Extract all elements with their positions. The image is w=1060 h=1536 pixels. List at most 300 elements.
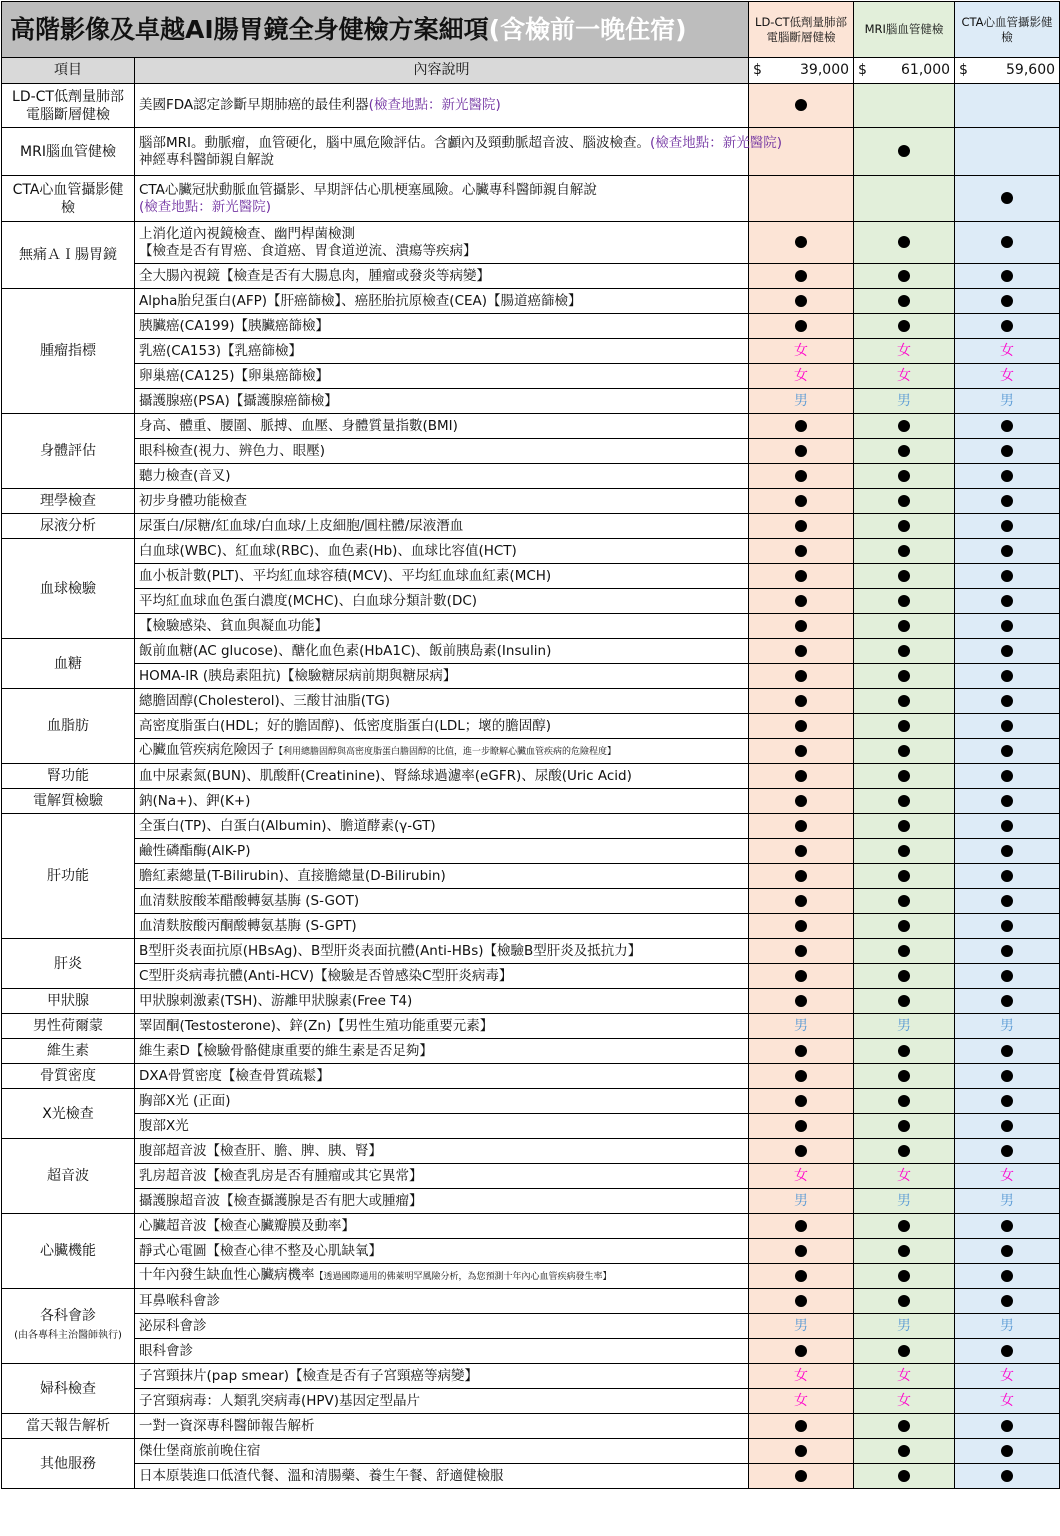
package-mark-cell xyxy=(854,339,955,364)
description-text: 甲狀腺刺激素(TSH)、游離甲狀腺素(Free T4) xyxy=(139,992,413,1009)
included-dot-icon xyxy=(795,1445,807,1457)
item-description xyxy=(135,414,749,439)
package-mark-cell xyxy=(749,289,854,314)
included-dot-icon xyxy=(1001,595,1013,607)
package-mark-cell xyxy=(955,664,1060,689)
item-description xyxy=(135,364,749,389)
item-description xyxy=(135,664,749,689)
package-mark-cell xyxy=(955,176,1060,222)
included-dot-icon xyxy=(1001,1345,1013,1357)
included-dot-icon xyxy=(1001,1245,1013,1257)
description-text: 血中尿素氮(BUN)、肌酸酐(Creatinine)、腎絲球過濾率(eGFR)、尿酸(Uric Acid) xyxy=(139,767,632,784)
description-text: 傑仕堡商旅前晚住宿 xyxy=(139,1442,261,1459)
package-mark-cell xyxy=(854,222,955,264)
included-dot-icon xyxy=(898,620,910,632)
item-description xyxy=(135,464,749,489)
package-mark-cell xyxy=(955,839,1060,864)
package-mark-cell xyxy=(749,814,854,839)
package-mark-cell xyxy=(955,1014,1060,1039)
category-cell xyxy=(2,814,135,939)
included-dot-icon xyxy=(898,495,910,507)
table-row xyxy=(2,1364,1060,1389)
category-cell xyxy=(2,1064,135,1089)
male-only-mark: 男 xyxy=(1000,392,1015,409)
included-dot-icon xyxy=(898,295,910,307)
package-mark-cell xyxy=(749,739,854,764)
description-text: 耳鼻喉科會診 xyxy=(139,1292,220,1309)
package-mark-cell xyxy=(854,1464,955,1489)
table-row xyxy=(2,1264,1060,1289)
package-mark-cell xyxy=(955,1314,1060,1339)
package-mark-cell xyxy=(854,1289,955,1314)
package-mark-cell xyxy=(955,1139,1060,1164)
package-mark-cell xyxy=(955,1114,1060,1139)
included-dot-icon xyxy=(795,1220,807,1232)
table-row xyxy=(2,689,1060,714)
included-dot-icon xyxy=(1001,1045,1013,1057)
category-label: 肝炎 xyxy=(54,955,82,972)
included-dot-icon xyxy=(1001,445,1013,457)
package-mark-cell xyxy=(854,789,955,814)
female-only-mark: 女 xyxy=(794,1392,809,1409)
category-label: 維生素 xyxy=(47,1043,89,1059)
package-mark-cell xyxy=(854,1264,955,1289)
included-dot-icon xyxy=(795,470,807,482)
description-text: 心臟血管疾病危險因子 xyxy=(139,741,274,758)
included-dot-icon xyxy=(898,1095,910,1107)
package-mark-cell xyxy=(955,914,1060,939)
item-description xyxy=(135,714,749,739)
description-text: 血清麩胺酸丙酮酸轉氨基脢 (S-GPT) xyxy=(139,917,357,934)
female-only-mark: 女 xyxy=(1000,1167,1015,1184)
included-dot-icon xyxy=(1001,820,1013,832)
package-mark-cell xyxy=(749,222,854,264)
included-dot-icon xyxy=(795,1270,807,1282)
description-text: 平均紅血球血色蛋白濃度(MCHC)、白血球分類計數(DC) xyxy=(139,592,478,609)
included-dot-icon xyxy=(795,1045,807,1057)
package-mark-cell xyxy=(749,1114,854,1139)
package-mark-cell xyxy=(749,1189,854,1214)
included-dot-icon xyxy=(1001,670,1013,682)
description-text: 【檢驗感染、貧血與凝血功能】 xyxy=(139,617,328,634)
included-dot-icon xyxy=(1001,520,1013,532)
included-dot-icon xyxy=(898,445,910,457)
table-row xyxy=(2,589,1060,614)
included-dot-icon xyxy=(1001,1470,1013,1482)
item-description xyxy=(135,1339,749,1364)
package-mark-cell xyxy=(854,176,955,222)
description-text: 眼科會診 xyxy=(139,1342,193,1359)
table-row xyxy=(2,889,1060,914)
category-cell xyxy=(2,84,135,128)
package-mark-cell xyxy=(854,1189,955,1214)
description-text: 高密度脂蛋白(HDL；好的膽固醇)、低密度脂蛋白(LDL；壞的膽固醇) xyxy=(139,717,552,734)
package-mark-cell xyxy=(749,1389,854,1414)
package-mark-cell xyxy=(955,689,1060,714)
location-note: (檢查地點：新光醫院) xyxy=(368,97,501,113)
description-text: 初步身體功能檢查 xyxy=(139,492,247,509)
package-mark-cell xyxy=(749,564,854,589)
package-mark-cell xyxy=(955,1389,1060,1414)
package-mark-cell xyxy=(749,1064,854,1089)
category-cell xyxy=(2,128,135,176)
included-dot-icon xyxy=(795,1070,807,1082)
package-mark-cell xyxy=(854,689,955,714)
item-description xyxy=(135,864,749,889)
included-dot-icon xyxy=(795,670,807,682)
price-mri xyxy=(854,58,955,84)
description-text: Alpha胎兒蛋白(AFP)【肝癌篩檢】、癌胚胎抗原檢查(CEA)【腸道癌篩檢】 xyxy=(139,292,582,309)
included-dot-icon xyxy=(795,720,807,732)
package-mark-cell xyxy=(854,1239,955,1264)
package-mark-cell xyxy=(955,128,1060,176)
package-mark-cell xyxy=(749,1239,854,1264)
included-dot-icon xyxy=(795,99,807,111)
table-row xyxy=(2,264,1060,289)
category-cell xyxy=(2,222,135,289)
package-mark-cell xyxy=(749,689,854,714)
package-mark-cell xyxy=(854,1414,955,1439)
included-dot-icon xyxy=(795,1295,807,1307)
included-dot-icon xyxy=(898,145,910,157)
included-dot-icon xyxy=(1001,1070,1013,1082)
package-mark-cell xyxy=(749,314,854,339)
included-dot-icon xyxy=(898,545,910,557)
item-description xyxy=(135,814,749,839)
package-mark-cell xyxy=(955,1264,1060,1289)
category-label: 各科會診 xyxy=(40,1308,96,1324)
male-only-mark: 男 xyxy=(794,1192,809,1209)
included-dot-icon xyxy=(795,595,807,607)
included-dot-icon xyxy=(898,570,910,582)
item-description xyxy=(135,914,749,939)
item-description xyxy=(135,389,749,414)
item-description xyxy=(135,989,749,1014)
description-text: 上消化道內視鏡檢查、幽門桿菌檢測 xyxy=(139,225,355,242)
included-dot-icon xyxy=(795,520,807,532)
description-text: 心臟超音波【檢查心臟瓣膜及動率】 xyxy=(139,1217,355,1234)
package-mark-cell xyxy=(749,1039,854,1064)
package-mark-cell xyxy=(749,1214,854,1239)
title-suffix: (含檢前一晚住宿) xyxy=(488,15,687,44)
package-mark-cell xyxy=(955,564,1060,589)
category-label: 理學檢查 xyxy=(40,493,96,509)
table-row xyxy=(2,764,1060,789)
included-dot-icon xyxy=(898,1245,910,1257)
package-mark-cell xyxy=(749,614,854,639)
included-dot-icon xyxy=(1001,545,1013,557)
description-text: 十年內發生缺血性心臟病機率 xyxy=(139,1266,315,1283)
package-mark-cell xyxy=(955,1089,1060,1114)
price-amount: 61,000 xyxy=(901,62,951,78)
package-mark-cell xyxy=(749,989,854,1014)
item-description xyxy=(135,1289,749,1314)
description-text: 鈉(Na+)、鉀(K+) xyxy=(139,792,251,809)
item-description xyxy=(135,1039,749,1064)
description-text: DXA骨質密度【檢查骨質疏鬆】 xyxy=(139,1067,330,1084)
category-cell xyxy=(2,639,135,689)
included-dot-icon xyxy=(1001,295,1013,307)
item-description xyxy=(135,764,749,789)
package-mark-cell xyxy=(854,864,955,889)
package-mark-cell xyxy=(749,1089,854,1114)
female-only-mark: 女 xyxy=(897,1167,912,1184)
female-only-mark: 女 xyxy=(794,1367,809,1384)
description-text: 泌尿科會診 xyxy=(139,1317,207,1334)
package-mark-cell xyxy=(854,1314,955,1339)
female-only-mark: 女 xyxy=(897,1392,912,1409)
female-only-mark: 女 xyxy=(1000,1367,1015,1384)
package-mark-cell xyxy=(749,1014,854,1039)
table-row xyxy=(2,1464,1060,1489)
package-mark-cell xyxy=(854,1139,955,1164)
item-description xyxy=(135,1214,749,1239)
package-mark-cell xyxy=(854,639,955,664)
package-mark-cell xyxy=(955,489,1060,514)
description-text: 血清麩胺酸苯醋酸轉氨基脢 (S-GOT) xyxy=(139,892,360,909)
male-only-mark: 男 xyxy=(897,1317,912,1334)
table-row xyxy=(2,739,1060,764)
package-mark-cell xyxy=(749,664,854,689)
table-row xyxy=(2,1189,1060,1214)
included-dot-icon xyxy=(1001,845,1013,857)
included-dot-icon xyxy=(1001,1220,1013,1232)
category-cell xyxy=(2,176,135,222)
category-cell xyxy=(2,939,135,989)
package-mark-cell xyxy=(955,1464,1060,1489)
description-text: 腦部MRI。動脈瘤，血管硬化，腦中風危險評估。含顱內及頸動脈超音波、腦波檢查。 xyxy=(139,134,651,151)
package-mark-cell xyxy=(854,1164,955,1189)
included-dot-icon xyxy=(898,995,910,1007)
package-mark-cell xyxy=(955,339,1060,364)
item-description xyxy=(135,439,749,464)
package-mark-cell xyxy=(749,864,854,889)
table-row xyxy=(2,84,1060,128)
category-label: 心臟機能 xyxy=(40,1243,96,1259)
package-mark-cell xyxy=(749,176,854,222)
package-mark-cell xyxy=(854,1039,955,1064)
item-description xyxy=(135,1464,749,1489)
package-mark-cell xyxy=(955,789,1060,814)
currency-symbol: $ xyxy=(753,62,762,78)
category-cell xyxy=(2,1289,135,1364)
package-mark-cell xyxy=(854,989,955,1014)
item-description xyxy=(135,1089,749,1114)
package-mark-cell xyxy=(749,84,854,128)
table-row xyxy=(2,128,1060,176)
female-only-mark: 女 xyxy=(897,367,912,384)
item-description xyxy=(135,639,749,664)
table-row xyxy=(2,514,1060,539)
included-dot-icon xyxy=(898,1445,910,1457)
table-row xyxy=(2,414,1060,439)
description-text: 美國FDA認定診斷早期肺癌的最佳利器 xyxy=(139,97,369,113)
table-row xyxy=(2,1439,1060,1464)
package-mark-cell xyxy=(955,289,1060,314)
included-dot-icon xyxy=(795,845,807,857)
category-label: MRI腦血管健檢 xyxy=(20,143,116,160)
price-cta xyxy=(955,58,1060,84)
page-title xyxy=(2,2,749,58)
included-dot-icon xyxy=(1001,1270,1013,1282)
included-dot-icon xyxy=(1001,192,1013,204)
included-dot-icon xyxy=(898,236,910,248)
description-text: 子宮頸抹片(pap smear)【檢查是否有子宮頸癌等病變】 xyxy=(139,1367,479,1384)
included-dot-icon xyxy=(1001,995,1013,1007)
package-mark-cell xyxy=(749,914,854,939)
package-mark-cell xyxy=(854,889,955,914)
package-mark-cell xyxy=(955,864,1060,889)
item-description xyxy=(135,1414,749,1439)
description-text: 攝護腺超音波【檢查攝護腺是否有肥大或腫瘤】 xyxy=(139,1192,423,1209)
description-text: 靜式心電圖【檢查心律不整及心肌缺氧】 xyxy=(139,1242,382,1259)
included-dot-icon xyxy=(898,595,910,607)
table-row xyxy=(2,789,1060,814)
package-mark-cell xyxy=(955,1164,1060,1189)
item-description xyxy=(135,264,749,289)
package-mark-cell xyxy=(749,1439,854,1464)
package-mark-cell xyxy=(955,264,1060,289)
included-dot-icon xyxy=(1001,720,1013,732)
package-mark-cell xyxy=(854,764,955,789)
table-row xyxy=(2,389,1060,414)
package-mark-cell xyxy=(854,1064,955,1089)
included-dot-icon xyxy=(1001,645,1013,657)
package-mark-cell xyxy=(749,789,854,814)
item-description xyxy=(135,314,749,339)
included-dot-icon xyxy=(795,870,807,882)
package-mark-cell xyxy=(955,414,1060,439)
package-mark-cell xyxy=(955,939,1060,964)
item-description xyxy=(135,614,749,639)
male-only-mark: 男 xyxy=(1000,1017,1015,1034)
included-dot-icon xyxy=(1001,895,1013,907)
category-cell xyxy=(2,1139,135,1214)
description-text: C型肝炎病毒抗體(Anti-HCV)【檢驗是否曾感染C型肝炎病毒】 xyxy=(139,967,513,984)
package-mark-cell xyxy=(955,764,1060,789)
table-row xyxy=(2,339,1060,364)
table-row xyxy=(2,1289,1060,1314)
package-mark-cell xyxy=(749,639,854,664)
column-header-item: 項目 xyxy=(2,58,135,84)
package-mark-cell xyxy=(955,222,1060,264)
included-dot-icon xyxy=(1001,236,1013,248)
table-row xyxy=(2,1089,1060,1114)
category-cell xyxy=(2,1214,135,1289)
table-row xyxy=(2,914,1060,939)
package-mark-cell xyxy=(955,539,1060,564)
package-mark-cell xyxy=(854,714,955,739)
package-mark-cell xyxy=(854,939,955,964)
male-only-mark: 男 xyxy=(794,1317,809,1334)
included-dot-icon xyxy=(795,270,807,282)
included-dot-icon xyxy=(1001,420,1013,432)
included-dot-icon xyxy=(898,470,910,482)
item-description xyxy=(135,1139,749,1164)
included-dot-icon xyxy=(1001,1295,1013,1307)
table-row xyxy=(2,1039,1060,1064)
category-label: 血糖 xyxy=(54,655,82,672)
package-mark-cell xyxy=(749,439,854,464)
included-dot-icon xyxy=(1001,1120,1013,1132)
package-mark-cell xyxy=(749,1264,854,1289)
category-cell xyxy=(2,989,135,1014)
included-dot-icon xyxy=(898,1345,910,1357)
description-text: B型肝炎表面抗原(HBsAg)、B型肝炎表面抗體(Anti-HBs)【檢驗B型肝炎及抵抗力】 xyxy=(139,942,642,959)
item-description xyxy=(135,1439,749,1464)
package-mark-cell xyxy=(854,739,955,764)
table-row xyxy=(2,1239,1060,1264)
included-dot-icon xyxy=(1001,970,1013,982)
package-mark-cell xyxy=(854,914,955,939)
description-text: 飯前血糖(AC glucose)、醣化血色素(HbA1C)、飯前胰島素(Insulin) xyxy=(139,642,552,659)
included-dot-icon xyxy=(898,1295,910,1307)
description-text: 鹼性磷酯酶(AlK-P) xyxy=(139,842,251,859)
package-mark-cell xyxy=(749,589,854,614)
table-row xyxy=(2,439,1060,464)
category-label: LD-CT低劑量肺部電腦斷層健檢 xyxy=(12,88,124,123)
included-dot-icon xyxy=(795,620,807,632)
male-only-mark: 男 xyxy=(897,392,912,409)
item-description xyxy=(135,1164,749,1189)
package-mark-cell xyxy=(955,1339,1060,1364)
item-description xyxy=(135,1064,749,1089)
item-description xyxy=(135,84,749,128)
description-text: 乳癌(CA153)【乳癌篩檢】 xyxy=(139,342,302,359)
included-dot-icon xyxy=(795,920,807,932)
description-text: 一對一資深專科醫師報告解析 xyxy=(139,1417,315,1434)
included-dot-icon xyxy=(1001,1445,1013,1457)
description-text: 全蛋白(TP)、白蛋白(Albumin)、膽道酵素(γ-GT) xyxy=(139,817,436,834)
package-mark-cell xyxy=(854,1389,955,1414)
table-row xyxy=(2,639,1060,664)
item-description xyxy=(135,839,749,864)
included-dot-icon xyxy=(795,1120,807,1132)
column-header-content: 內容說明 xyxy=(135,58,749,84)
package-mark-cell xyxy=(854,1114,955,1139)
description-text: 卵巢癌(CA125)【卵巢癌篩檢】 xyxy=(139,367,329,384)
package-mark-cell xyxy=(854,614,955,639)
table-row xyxy=(2,939,1060,964)
table-row xyxy=(2,1014,1060,1039)
category-note: (由各專科主治醫師執行) xyxy=(14,1330,122,1341)
category-label: 腎功能 xyxy=(47,768,89,784)
category-cell xyxy=(2,514,135,539)
item-description xyxy=(135,964,749,989)
category-label: CTA心血管攝影健檢 xyxy=(12,181,124,216)
included-dot-icon xyxy=(898,1420,910,1432)
table-row xyxy=(2,289,1060,314)
description-text: 全大腸內視鏡【檢查是否有大腸息肉，腫瘤或發炎等病變】 xyxy=(139,267,490,284)
included-dot-icon xyxy=(795,495,807,507)
package-mark-cell xyxy=(749,539,854,564)
item-description xyxy=(135,589,749,614)
package-mark-cell xyxy=(854,84,955,128)
description-text: 攝護腺癌(PSA)【攝護腺癌篩檢】 xyxy=(139,392,338,409)
package-mark-cell xyxy=(955,1039,1060,1064)
package-mark-cell xyxy=(955,1214,1060,1239)
table-row xyxy=(2,1139,1060,1164)
female-only-mark: 女 xyxy=(794,342,809,359)
included-dot-icon xyxy=(898,420,910,432)
category-cell xyxy=(2,764,135,789)
package-mark-cell xyxy=(955,739,1060,764)
package-mark-cell xyxy=(749,514,854,539)
description-text: CTA心臟冠狀動脈血管攝影、早期評估心肌梗塞風險。心臟專科醫師親自解說 xyxy=(139,181,597,198)
package-mark-cell xyxy=(854,389,955,414)
package-mark-cell xyxy=(955,614,1060,639)
table-row xyxy=(2,664,1060,689)
